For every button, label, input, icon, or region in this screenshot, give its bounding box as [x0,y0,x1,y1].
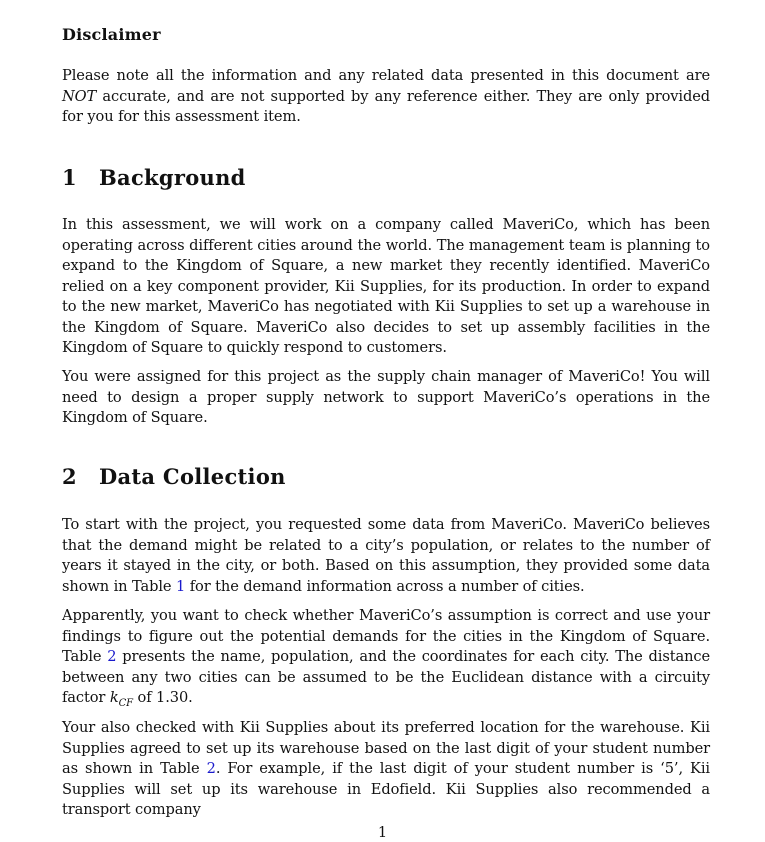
section-1-heading [62,165,246,190]
section-2-number: 2 [62,464,77,489]
section-1-title: Background [99,165,246,190]
section-2-p2-text: Apparently, you want to check whether MaveriCo’s assumption is correct and use your findings to figure out the potential demands for the cities in the Kingdom of Square. Table [62,607,710,665]
disclaimer-emphasis: NOT [62,87,97,105]
table-1-link[interactable]: 1 [176,577,186,595]
section-2-paragraph-2 [62,606,710,714]
disclaimer-title: Disclaimer [62,25,161,44]
section-1-body [62,215,710,359]
section-2-p3-text-end: . For example, if the last digit of your student number is ‘5’, Kii Supplies will set up its warehouse in Edofield. Kii Supplies also recommended a transport company [62,760,710,818]
section-2-p1-text-end: for the demand information across a number of cities. [185,577,585,595]
circuity-factor-letter: k [109,689,119,706]
section-2-heading [62,464,286,489]
section-2-p2-text-end: of 1.30. [132,689,193,706]
disclaimer-text-before: Please note all the information and any related data presented in this document are [62,67,710,84]
section-2-p3-text: Your also checked with Kii Supplies about its preferred location for the warehouse. Kii Supplies agreed to set up its warehouse based on the last digit of your student number as shown in Table [62,719,710,777]
disclaimer-text-after: accurate, and are not supported by any reference either. They are only provided for you for this assessment item. [62,87,710,125]
table-2-link[interactable]: 2 [107,648,117,665]
section-2-p2-text-mid: presents the name, population, and the coordinates for each city. The distance between any two cities can be assumed to be the Euclidean distance with a circuity factor [62,648,710,706]
disclaimer-paragraph [62,66,710,128]
section-2-paragraph-1 [62,515,710,597]
circuity-factor-symbol [109,689,133,709]
section-2-title: Data Collection [99,464,286,489]
section-1-number: 1 [62,165,77,190]
section-2-paragraph-3 [62,718,710,821]
section-1-paragraph-1: In this assessment, we will work on a company called MaveriCo, which has been operating across different cities around the world. The management team is planning to expand to the Kingdom of Square, a new market they recently identified. MaveriCo relied on a key component provider, Kii Supplies, for its production. In order to expand to the new market, MaveriCo has negotiated with Kii Supplies to set up a warehouse in the Kingdom of Square. MaveriCo also decides to set up assembly facilities in the Kingdom of Square to quickly respond to customers. [62,216,710,356]
section-2-p1-text: To start with the project, you requested some data from MaveriCo. MaveriCo believes that the demand might be related to a city’s population, or relates to the number of years it stayed in the city, or both. Based on this assumption, they provided some data shown in Table [62,516,710,595]
page-number: 1 [377,824,388,841]
section-1-paragraph-2: You were assigned for this project as the supply chain manager of MaveriCo! You will need to design a proper supply network to support MaveriCo’s operations in the Kingdom of Square. [62,368,710,426]
table-2-link-2[interactable]: 2 [206,760,216,777]
circuity-factor-subscript: CF [118,697,133,709]
